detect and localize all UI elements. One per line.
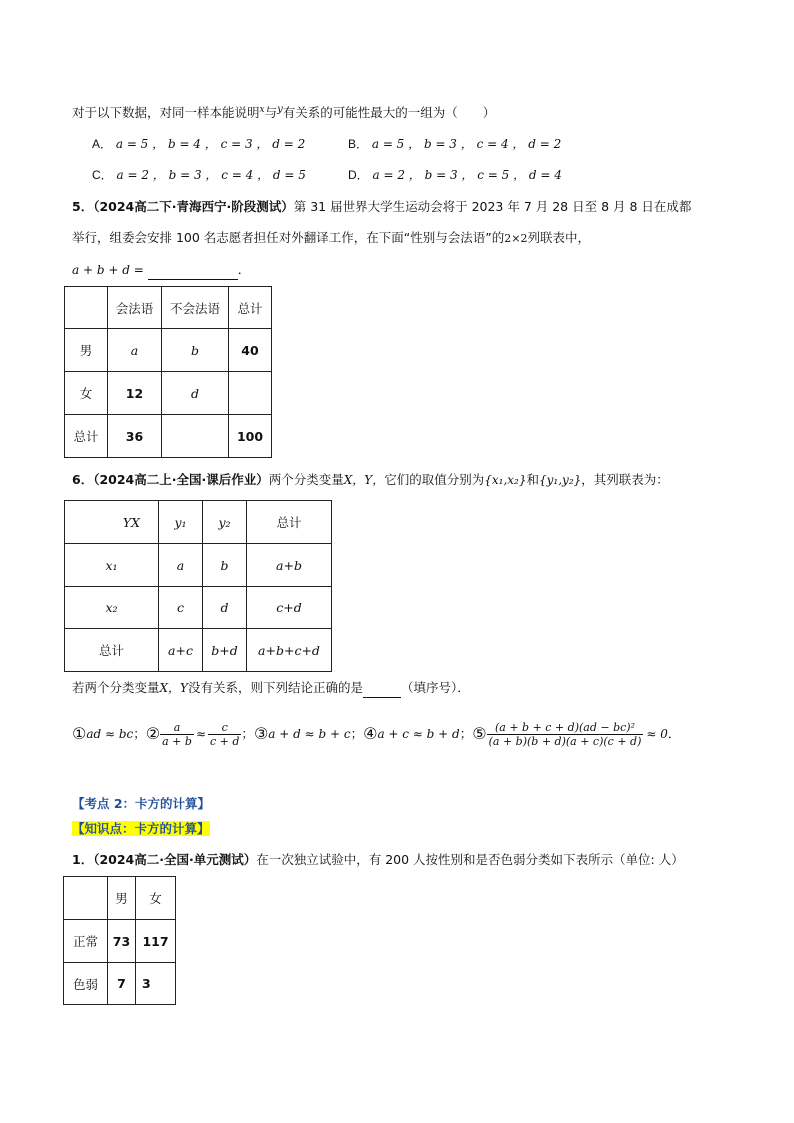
- q6-source: （2024高二上·全国·课后作业）: [93, 472, 269, 487]
- table-cell: 女: [65, 372, 108, 415]
- table-cell: 7: [108, 963, 136, 1005]
- choice-5-frac: [487, 721, 644, 748]
- separator: ；: [241, 726, 254, 741]
- table-cell: a: [159, 544, 203, 587]
- table-cell: d: [162, 372, 229, 415]
- q4-var-y: y: [277, 104, 283, 115]
- section-zhishi: [72, 820, 210, 838]
- q6-text-c: 和: [526, 472, 540, 487]
- q1-text: 在一次独立试验中，有 200 人按性别和是否色弱分类如下表所示（单位: 人）: [256, 852, 684, 867]
- table-cell: x₂: [65, 587, 159, 629]
- q5-text1: 第 31 届世界大学生运动会将于 2023 年 7 月 28 日至 8 月 8 日在成都: [293, 199, 692, 214]
- q6-col1: y₁: [159, 501, 203, 544]
- q4-option-a[interactable]: [92, 135, 305, 152]
- q4-option-c[interactable]: [92, 166, 306, 183]
- period: ．: [667, 726, 681, 741]
- table-cell: a+b+c+d: [247, 629, 332, 672]
- q5-number: 5．: [72, 199, 94, 214]
- q4-stem-b: 与: [264, 105, 278, 121]
- choice-2-frac-2: [208, 721, 241, 748]
- q6-set1: {x₁,x₂}: [484, 473, 527, 487]
- q5-2x2: 2×2: [504, 232, 528, 245]
- table-cell: [162, 415, 229, 458]
- table-cell: 总计: [65, 415, 108, 458]
- choice-3: a + d ≈ b + c: [268, 727, 351, 741]
- q4-option-b[interactable]: [348, 135, 561, 152]
- q6-vars: X，Y，: [343, 473, 385, 487]
- separator: ；: [350, 726, 364, 741]
- q5-line1: [72, 198, 691, 216]
- q6-ask: [72, 679, 470, 698]
- table-cell: c+d: [247, 587, 332, 629]
- q6-text-a: 两个分类变量: [268, 472, 344, 487]
- q5-text2a: 举行，组委会安排 100 名志愿者担任对外翻译工作，在下面“性别与会法语”的: [72, 230, 505, 245]
- table-cell: a+b: [247, 544, 332, 587]
- table-cell: 40: [229, 329, 272, 372]
- table-cell: x₁: [65, 544, 159, 587]
- table-cell: 36: [108, 415, 162, 458]
- table-cell: 3: [136, 963, 176, 1005]
- section-zhishi-text: 【知识点：卡方的计算】: [72, 821, 210, 836]
- option-label: A．: [92, 137, 113, 151]
- table-cell: b+d: [203, 629, 247, 672]
- q4-var-x: x: [259, 105, 265, 115]
- q6-corner: YX: [65, 501, 159, 544]
- table-cell: 73: [108, 920, 136, 963]
- separator: ；: [133, 726, 146, 741]
- frac-den: a + b: [162, 734, 192, 748]
- table-cell: c: [159, 587, 203, 629]
- q4-stem-a: 对于以下数据，对同一样本能说明: [72, 105, 260, 121]
- q6-number: 6．: [72, 472, 94, 487]
- table-cell: 色弱: [64, 963, 108, 1005]
- q5-expression: a + b + d =: [72, 263, 144, 277]
- q4-option-d[interactable]: [348, 166, 562, 183]
- frac-num: a: [160, 721, 194, 735]
- choice-2-frac-1: [160, 721, 194, 748]
- q1-line: [72, 851, 684, 869]
- q6-answer-blank[interactable]: [363, 679, 401, 698]
- frac-num: c: [208, 721, 241, 735]
- q6-col2: y₂: [203, 501, 247, 544]
- q6-text-d: ，其列联表为：: [581, 472, 669, 487]
- q5-h0: [65, 287, 108, 329]
- q5-table: [64, 286, 272, 458]
- q6-ask-vars: X，Y: [159, 681, 188, 695]
- choice-5-mark: ⑤: [472, 724, 487, 743]
- choice-1-mark: ①: [72, 724, 87, 743]
- option-label: C．: [92, 168, 113, 182]
- option-text: a = 5 ， b = 4 ， c = 3 ， d = 2: [115, 137, 306, 151]
- option-text: a = 5 ， b = 3 ， c = 4 ， d = 2: [371, 137, 562, 151]
- q5-h1: 会法语: [108, 287, 162, 329]
- q1-h2: 女: [136, 877, 176, 920]
- section-kaodian: 【考点 2：卡方的计算】: [72, 796, 211, 811]
- q1-h0: [64, 877, 108, 920]
- choice-3-mark: ③: [253, 724, 269, 743]
- q6-set2: {y₁,y₂}: [539, 473, 582, 487]
- table-cell: b: [203, 544, 247, 587]
- q6-table: [64, 500, 332, 672]
- q6-text-b: 它们的取值分别为: [384, 472, 485, 487]
- q1-table: [63, 876, 176, 1005]
- q6-ask-b: 没有关系，则下列结论正确的是: [187, 680, 363, 695]
- q6-choices: [72, 712, 680, 756]
- frac-num: (a + b + c + d)(ad − bc)²: [487, 721, 644, 735]
- option-text: a = 2 ， b = 3 ， c = 4 ， d = 5: [116, 168, 306, 182]
- q6-line1: [72, 471, 669, 489]
- table-cell: a: [108, 329, 162, 372]
- frac-den: (a + b)(b + d)(a + c)(c + d): [488, 734, 642, 748]
- q4-stem: [72, 101, 495, 122]
- separator: ；: [459, 726, 473, 741]
- approx-sign: ≈: [195, 727, 206, 741]
- table-cell: b: [162, 329, 229, 372]
- q6-ask-c: （填序号）．: [401, 680, 470, 695]
- q1-number: 1．: [72, 852, 94, 867]
- table-cell: 总计: [65, 629, 159, 672]
- choice-5-tail: ≈ 0: [646, 727, 668, 741]
- table-cell: 100: [229, 415, 272, 458]
- q5-text2c: 列联表中，: [527, 230, 590, 245]
- q5-source: （2024高二下·青海西宁·阶段测试）: [93, 199, 294, 214]
- q5-h3: 总计: [229, 287, 272, 329]
- option-label: D．: [348, 168, 369, 182]
- q1-h1: 男: [108, 877, 136, 920]
- q5-period: ．: [237, 262, 251, 277]
- q5-h2: 不会法语: [162, 287, 229, 329]
- q5-line2: [72, 229, 590, 248]
- table-cell: [229, 372, 272, 415]
- table-cell: 12: [108, 372, 162, 415]
- table-cell: d: [203, 587, 247, 629]
- q5-line3: [72, 261, 250, 280]
- choice-1: ad ≈ bc: [86, 727, 134, 741]
- q1-source: （2024高二·全国·单元测试）: [93, 852, 257, 867]
- choice-4-mark: ④: [363, 724, 378, 743]
- frac-den: c + d: [210, 734, 240, 748]
- option-text: a = 2 ， b = 3 ， c = 5 ， d = 4: [372, 168, 562, 182]
- table-cell: a+c: [159, 629, 203, 672]
- q6-col3: 总计: [247, 501, 332, 544]
- choice-4: a + c ≈ b + d: [377, 727, 460, 741]
- choice-2-mark: ②: [145, 724, 161, 743]
- q4-stem-c: 有关系的可能性最大的一组为（ ）: [282, 105, 496, 121]
- table-cell: 117: [136, 920, 176, 963]
- q5-answer-blank[interactable]: [148, 261, 238, 280]
- table-cell: 正常: [64, 920, 108, 963]
- option-label: B．: [348, 137, 369, 151]
- q6-ask-a: 若两个分类变量: [72, 680, 160, 695]
- table-cell: 男: [65, 329, 108, 372]
